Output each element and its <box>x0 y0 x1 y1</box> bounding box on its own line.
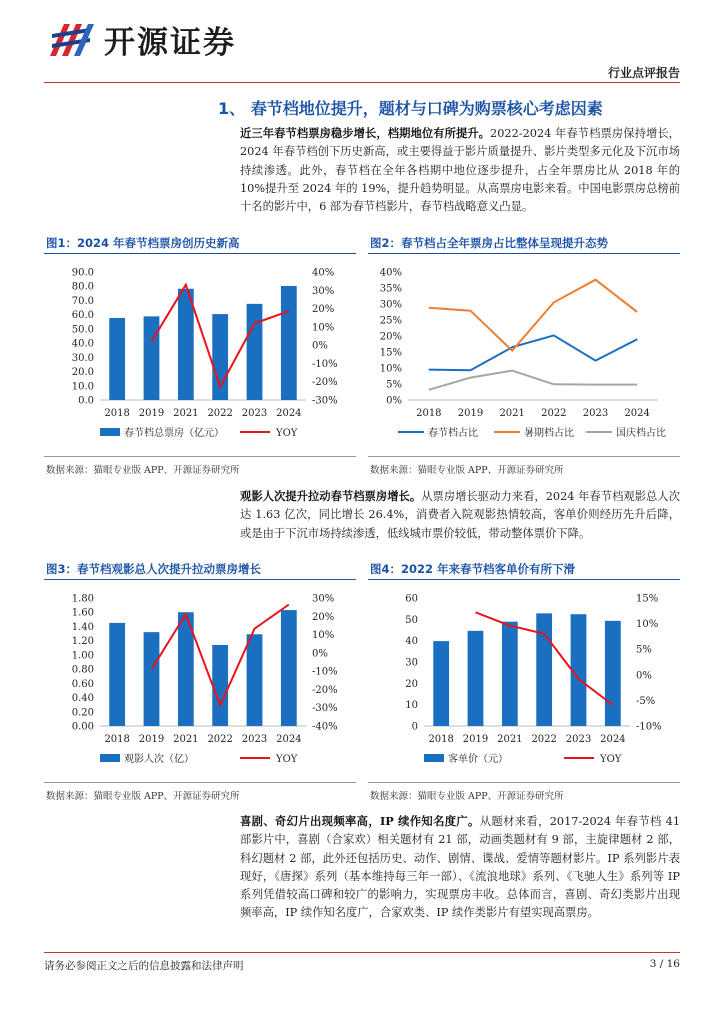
y-tick-right: -10% <box>312 666 338 678</box>
figure-3-rule <box>44 782 356 783</box>
figure-1-source: 数据来源：猫眼专业版 APP、开源证券研究所 <box>46 465 240 476</box>
x-tick-label: 2018 <box>416 408 442 419</box>
x-tick-label: 2022 <box>531 734 557 745</box>
y-tick-right: 10% <box>312 630 335 642</box>
x-tick-label: 2022 <box>541 408 567 419</box>
y-tick: 5% <box>386 379 402 391</box>
x-tick-label: 2019 <box>457 408 484 419</box>
x-tick-label: 2018 <box>428 734 454 745</box>
x-tick-label: 2019 <box>138 408 165 419</box>
x-tick-label: 2024 <box>276 408 302 419</box>
y-tick-right: -20% <box>312 377 338 389</box>
paragraph-3-lead: 喜剧、奇幻片出现频率高，IP 续作知名度广。 <box>240 814 480 828</box>
bar-2022 <box>212 645 228 726</box>
x-tick-label: 2021 <box>499 408 525 419</box>
section-title: 1、 春节档地位提升，题材与口碑为购票核心考虑因素 <box>218 99 603 118</box>
brand-logo-icon <box>44 18 96 60</box>
bar-2022 <box>536 613 552 726</box>
figure-2-source: 数据来源：猫眼专业版 APP、开源证券研究所 <box>370 465 564 476</box>
y-tick-left: 0.0 <box>78 395 94 407</box>
bar-2018 <box>109 318 125 400</box>
y-tick-left: 1.20 <box>71 636 94 648</box>
y-tick: 40% <box>379 267 402 279</box>
figure-4-rule <box>368 782 680 783</box>
y-tick-left: 60 <box>405 593 418 605</box>
y-tick-left: 10 <box>405 700 418 712</box>
y-tick-left: 1.60 <box>71 607 94 619</box>
paragraph-1 <box>240 124 680 216</box>
y-tick-left: 10.0 <box>71 381 94 393</box>
x-tick-label: 2023 <box>241 408 268 419</box>
figure-2-title: 图2：春节档占全年票房占比整体呈现提升态势 <box>370 236 608 250</box>
y-tick-left: 90.0 <box>71 267 94 279</box>
x-tick-label: 2023 <box>582 408 609 419</box>
y-tick-left: 0.20 <box>71 707 94 719</box>
bar-2019 <box>144 316 160 400</box>
x-tick-label: 2021 <box>497 734 523 745</box>
y-tick: 10% <box>379 363 402 375</box>
y-tick-right: -30% <box>312 395 338 407</box>
x-tick-label: 2024 <box>276 734 302 745</box>
figure-2-rule <box>368 456 680 457</box>
legend-label-1: 暑期档占比 <box>524 428 574 439</box>
y-tick-left: 0 <box>411 721 418 733</box>
legend-bar-swatch <box>100 754 120 762</box>
x-tick-label: 2019 <box>138 734 165 745</box>
bar-2021 <box>502 622 518 726</box>
y-tick-right: 15% <box>636 593 659 605</box>
x-tick-label: 2018 <box>104 408 130 419</box>
y-tick: 0% <box>386 395 402 407</box>
y-tick-right: -20% <box>312 684 338 696</box>
y-tick-left: 80.0 <box>71 281 94 293</box>
y-tick: 15% <box>379 347 402 359</box>
legend-bar-label: 客单价（元） <box>448 754 508 765</box>
paragraph-1-body: 2022-2024 年春节档票房保持增长，2024 年春节档创下历史新高，或主要得益于影片质量提升、影片类型多元化及下沉市场持续渗透。此外，春节档在全年各档期中地位逐步提升，占全年票房比从 2018 年的 10%提升至 2024 年的 19%，提升趋势明显。从高票房电影来看。中国电影票房总榜前十名的影片中，6 部为春节档影片，春节档战略意义凸显。 <box>240 127 680 214</box>
y-tick-left: 1.00 <box>71 650 94 662</box>
chart-box-office <box>44 258 356 448</box>
figure-4-source: 数据来源：猫眼专业版 APP、开源证券研究所 <box>370 791 564 802</box>
footer-disclaimer: 请务必参阅正文之后的信息披露和法律声明 <box>44 960 244 972</box>
x-tick-label: 2022 <box>207 408 233 419</box>
bar-2019 <box>144 632 160 726</box>
y-tick-left: 60.0 <box>71 310 94 322</box>
y-tick-left: 50 <box>405 614 418 626</box>
footer-divider <box>44 952 680 953</box>
series-line-0 <box>429 335 637 370</box>
paragraph-3 <box>240 812 680 923</box>
bar-2023 <box>247 634 263 726</box>
brand-name: 开源证券 <box>104 24 236 61</box>
y-tick: 25% <box>379 315 402 327</box>
chart-audience-count <box>44 584 356 774</box>
legend-bar-swatch <box>100 428 120 436</box>
y-tick-left: 1.40 <box>71 621 94 633</box>
figure-4-title: 图4：2022 年来春节档客单价有所下滑 <box>370 562 576 576</box>
series-line-1 <box>429 280 637 351</box>
y-tick-right: 0% <box>312 648 328 660</box>
bar-2024 <box>281 286 297 400</box>
y-tick-right: -10% <box>312 358 338 370</box>
y-tick-right: -5% <box>636 695 656 707</box>
y-tick-left: 0.60 <box>71 678 94 690</box>
y-tick-left: 0.80 <box>71 664 94 676</box>
chart-share-of-annual <box>368 258 680 448</box>
x-tick-label: 2021 <box>173 408 199 419</box>
y-tick-right: 10% <box>636 619 659 631</box>
y-tick: 35% <box>379 283 402 295</box>
chart-ticket-price <box>368 584 680 774</box>
y-tick-right: 0% <box>636 670 652 682</box>
bar-2021 <box>178 289 194 400</box>
figure-3-source: 数据来源：猫眼专业版 APP、开源证券研究所 <box>46 791 240 802</box>
x-tick-label: 2022 <box>207 734 233 745</box>
x-tick-label: 2018 <box>104 734 130 745</box>
x-tick-label: 2023 <box>565 734 592 745</box>
bar-2018 <box>433 641 449 726</box>
y-tick-left: 30 <box>405 657 418 669</box>
y-tick-left: 40.0 <box>71 338 94 350</box>
legend-line-label: YOY <box>600 754 622 765</box>
y-tick-left: 50.0 <box>71 324 94 336</box>
y-tick-right: 20% <box>312 304 335 316</box>
figure-1-title: 图1：2024 年春节档票房创历史新高 <box>46 236 240 250</box>
bar-2019 <box>468 631 484 726</box>
legend-line-label: YOY <box>276 754 298 765</box>
legend-label-0: 春节档占比 <box>428 428 478 439</box>
header-divider <box>44 82 680 83</box>
legend-label-2: 国庆档占比 <box>616 428 666 439</box>
figure-1-rule <box>44 456 356 457</box>
y-tick-left: 70.0 <box>71 295 94 307</box>
y-tick-right: -10% <box>636 721 662 733</box>
y-tick-left: 40 <box>405 636 418 648</box>
paragraph-1-lead: 近三年春节档票房稳步增长，档期地位有所提升。 <box>240 126 491 140</box>
page-number: 3 / 16 <box>649 958 680 970</box>
paragraph-2-lead: 观影人次提升拉动春节档票房增长。 <box>240 489 422 503</box>
y-tick-left: 1.80 <box>71 593 94 605</box>
y-tick-right: 5% <box>636 644 652 656</box>
x-tick-label: 2024 <box>600 734 626 745</box>
y-tick-right: -40% <box>312 721 338 733</box>
series-line-2 <box>429 371 637 390</box>
y-tick: 20% <box>379 331 402 343</box>
y-tick-left: 30.0 <box>71 352 94 364</box>
paragraph-3-body: 从题材来看，2017-2024 年春节档 41 部影片中，喜剧（合家欢）相关题材有 21 部，动画类题材有 9 部，主旋律题材 2 部，科幻题材 2 部，此外还包括历史、动作、剧情、谍战、爱情等题材影片。IP 系列影片表现好，《唐探》系列（基本维持每三年一部）、《流浪地球》系列、《飞驰人生》系列等 IP 系列凭借较高口碑和较广的影响力，实现票房丰收。总体而言，喜剧、奇幻类影片出现频率高，IP 续作知名度广，合家欢类、IP 续作类影片有望实现高票房。 <box>240 815 681 920</box>
bar-2018 <box>109 623 125 726</box>
y-tick-right: -30% <box>312 703 338 715</box>
legend-bar-label: 春节档总票房（亿元） <box>124 428 224 439</box>
brand-logo <box>44 18 236 60</box>
x-tick-label: 2024 <box>624 408 650 419</box>
x-tick-label: 2021 <box>173 734 199 745</box>
paragraph-2-body: 从票房增长驱动力来看，2024 年春节档观影总人次达 1.63 亿次，同比增长 26.4%，消费者入院观影热情较高，客单价则经历先升后降，或是由于下沉市场持续渗透，低线城市票价较低，带动整体票价下降。 <box>240 490 680 540</box>
bar-2024 <box>605 621 621 726</box>
y-tick-left: 20 <box>405 678 418 690</box>
y-tick: 30% <box>379 299 402 311</box>
y-tick-right: 20% <box>312 611 335 623</box>
legend-line-label: YOY <box>276 428 298 439</box>
y-tick-right: 30% <box>312 285 335 297</box>
y-tick-left: 0.00 <box>71 721 94 733</box>
y-tick-right: 0% <box>312 340 328 352</box>
legend-bar-swatch <box>424 754 444 762</box>
y-tick-right: 30% <box>312 593 335 605</box>
bar-2023 <box>247 304 263 400</box>
legend-bar-label: 观影人次（亿） <box>124 754 194 765</box>
figure-3-title: 图3：春节档观影总人次提升拉动票房增长 <box>46 562 261 576</box>
bar-2024 <box>281 610 297 726</box>
x-tick-label: 2019 <box>462 734 489 745</box>
y-tick-right: 40% <box>312 267 335 279</box>
y-tick-left: 0.40 <box>71 693 94 705</box>
y-tick-left: 20.0 <box>71 367 94 379</box>
x-tick-label: 2023 <box>241 734 268 745</box>
paragraph-2 <box>240 487 680 543</box>
y-tick-right: 10% <box>312 322 335 334</box>
report-type-label: 行业点评报告 <box>607 66 680 80</box>
